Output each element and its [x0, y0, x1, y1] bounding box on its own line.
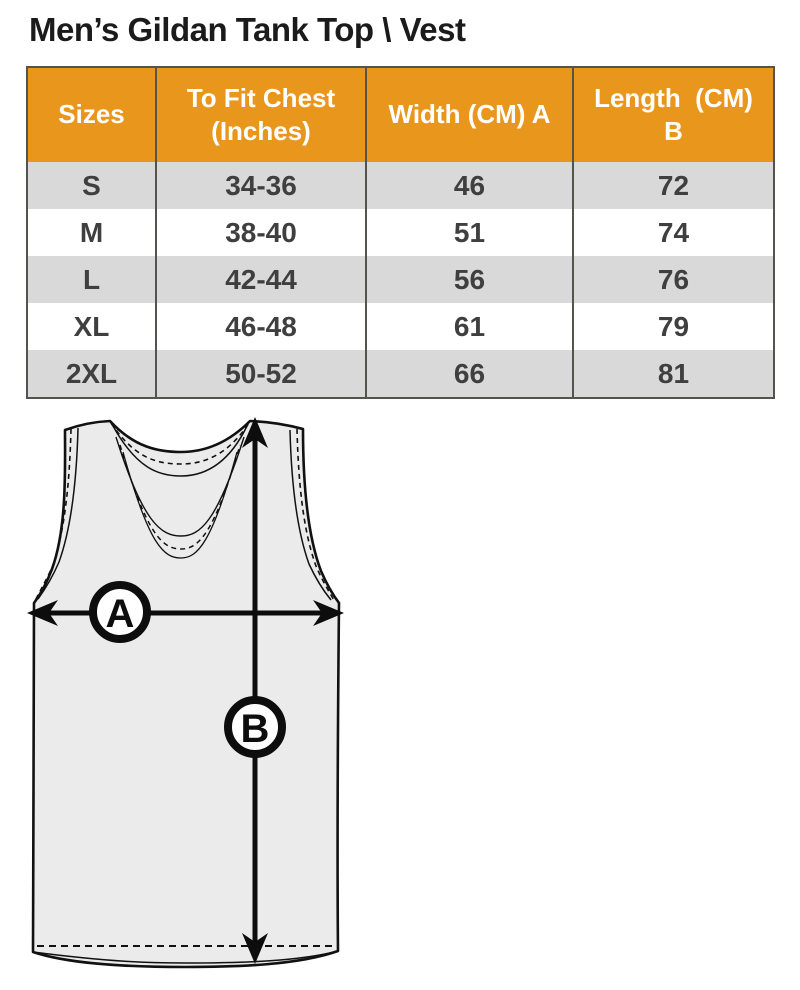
- table-row-xl: [27, 303, 774, 350]
- width-cell: 51: [366, 209, 573, 256]
- size-cell: S: [27, 162, 156, 209]
- length-cell: 81: [573, 350, 774, 398]
- size-chart-table: [26, 66, 775, 399]
- column-header-width: Width (CM) A: [366, 67, 573, 162]
- length-cell: 72: [573, 162, 774, 209]
- size-cell: L: [27, 256, 156, 303]
- chest-cell: 34-36: [156, 162, 366, 209]
- table-row-2xl: [27, 350, 774, 398]
- width-cell: 46: [366, 162, 573, 209]
- width-cell: 61: [366, 303, 573, 350]
- size-cell: M: [27, 209, 156, 256]
- chest-cell: 50-52: [156, 350, 366, 398]
- header-row: [27, 67, 774, 162]
- size-cell: 2XL: [27, 350, 156, 398]
- chest-cell: 46-48: [156, 303, 366, 350]
- table-row-l: [27, 256, 774, 303]
- tank-top-body: [33, 421, 339, 967]
- svg-text:A: A: [105, 592, 135, 636]
- page-title: Men’s Gildan Tank Top \ Vest: [29, 11, 466, 48]
- tank-top-diagram: [0, 405, 370, 985]
- width-marker-a: [93, 585, 147, 639]
- width-cell: 56: [366, 256, 573, 303]
- table-row-m: [27, 209, 774, 256]
- width-cell: 66: [366, 350, 573, 398]
- table-row-s: [27, 162, 774, 209]
- column-header-length: Length (CM) B: [573, 67, 774, 162]
- chest-cell: 38-40: [156, 209, 366, 256]
- svg-text:B: B: [240, 707, 270, 751]
- length-marker-b: [228, 700, 282, 754]
- length-cell: 79: [573, 303, 774, 350]
- length-cell: 76: [573, 256, 774, 303]
- length-cell: 74: [573, 209, 774, 256]
- column-header-sizes: Sizes: [27, 67, 156, 162]
- chest-cell: 42-44: [156, 256, 366, 303]
- column-header-chest: To Fit Chest (Inches): [156, 67, 366, 162]
- size-cell: XL: [27, 303, 156, 350]
